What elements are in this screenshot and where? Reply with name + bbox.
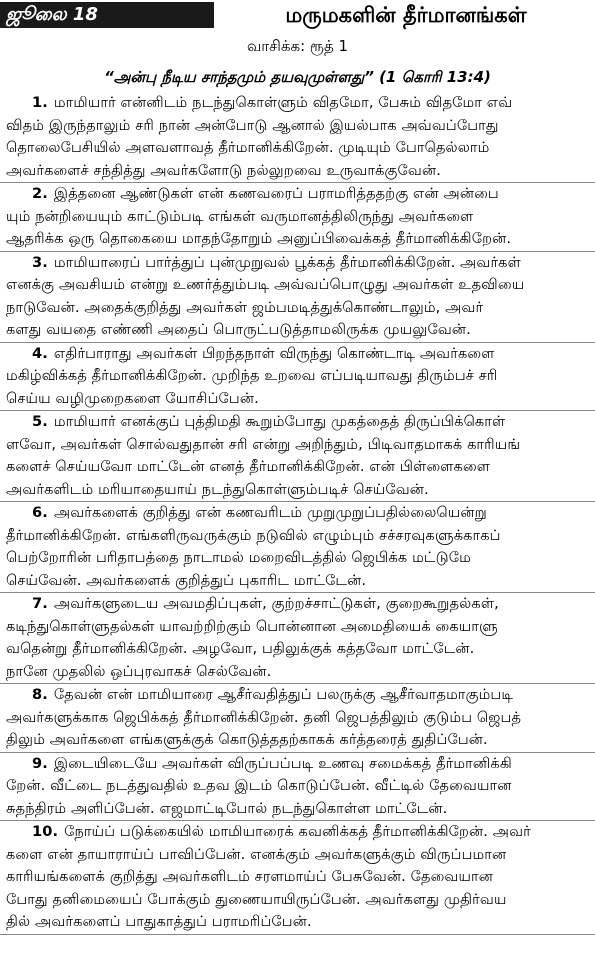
paragraph-line (6, 593, 589, 616)
resolutions-list (0, 92, 595, 935)
line-text: களது வயதை எண்ணி அதைப் பொருட்படுத்தாமலிருக்க முயலுவேன். (6, 321, 471, 338)
line-text: திலும் அவர்களை எங்களுக்குக் கொடுத்ததற்காகக் கர்த்தரைத் துதிப்பேன். (6, 731, 488, 748)
resolution-paragraph (0, 92, 595, 183)
paragraph-line (6, 844, 589, 867)
line-text: விதம் இருந்தாலும் சரி நான் அன்போடு ஆனால் இயல்பாக அவ்வப்போது (6, 116, 499, 134)
resolution-number: 2. (32, 185, 48, 202)
line-text: இத்தனை ஆண்டுகள் என் கணவரைப் பராமரித்ததற்கு என் அன்பை (53, 185, 499, 202)
line-text: சுதந்திரம் அளிப்பேன். எஜமாட்டிபோல் நடந்துகொள்ள மாட்டேன். (6, 799, 448, 817)
line-text: எதிர்பாராது அவர்கள் பிறந்தநாள் விருந்து கொண்டாடி அவர்களை (53, 344, 495, 362)
paragraph-line (6, 115, 589, 138)
line-text: களைச் செய்யவோ மாட்டேன் எனத் தீர்மானிக்கிறேன். என் பிள்ளைகளை (6, 458, 491, 475)
paragraph-line (6, 319, 589, 342)
paragraph-line (6, 866, 589, 889)
resolution-number: 10. (32, 823, 59, 840)
paragraph-line (6, 547, 589, 570)
line-text: அவர்களுக்காக ஜெபிக்கத் தீர்மானிக்கிறேன். தனி ஜெபத்திலும் குடும்ப ஜெபத் (6, 708, 522, 726)
key-verse: “அன்பு நீடிய சாந்தமும் தயவுமுள்ளது” (1 கொரி 13:4) (104, 68, 491, 86)
paragraph-line (6, 798, 589, 821)
line-text: அவர்களிடம் மரியாதையாய் நடந்துகொள்ளும்படிச் செய்வேன். (6, 480, 429, 498)
resolution-paragraph (0, 183, 595, 252)
line-text: வதென்று தீர்மானிக்கிறேன். அழவோ, பதிலுக்குக் கத்தவோ மாட்டேன். (6, 640, 475, 657)
reading-reference: வாசிக்க: ரூத் 1 (246, 37, 349, 55)
paragraph-line (6, 434, 589, 457)
resolution-paragraph (0, 343, 595, 412)
line-text: மகிழ்விக்கத் தீர்மானிக்கிறேன். முறிந்த உறவை எப்படியாவது திரும்பச் சரி (6, 367, 498, 384)
paragraph-line (6, 707, 589, 730)
line-text: ஆதரிக்க ஒரு தொகையை மாதந்தோறும் அனுப்பிவைக்கத் தீர்மானிக்கிறேன். (6, 230, 512, 247)
resolution-paragraph (0, 411, 595, 502)
resolution-paragraph (0, 593, 595, 684)
paragraph-line (6, 228, 589, 251)
paragraph-line (6, 661, 589, 684)
resolution-number: 5. (32, 413, 48, 430)
resolution-number: 9. (32, 754, 48, 772)
line-text: பெற்றோரின் பரிதாபத்தை நாடாமல் மறைவிடத்தில் ஜெபிக்க மட்டுமே (6, 549, 471, 566)
line-text: கடிந்துகொள்ளுதல்கள் யாவற்றிற்கும் பொன்னான அமைதியைக் கையாளு (6, 617, 498, 635)
line-text: அவர்களைக் குறித்து என் கணவரிடம் முறுமுறுப்பதில்லையென்று (53, 504, 487, 521)
line-text: தில் அவர்களைப் பாதுகாத்துப் பராமரிப்பேன். (6, 913, 312, 930)
resolution-number: 7. (32, 595, 48, 612)
paragraph-line (6, 616, 589, 639)
paragraph-line (6, 753, 589, 776)
line-text: தேவன் என் மாமியாரை ஆசீர்வதித்துப் பலருக்கு ஆசீர்வாதமாகும்படி (53, 686, 514, 703)
paragraph-line (6, 911, 589, 934)
paragraph-line (6, 274, 589, 297)
resolution-number: 4. (32, 344, 48, 362)
line-text: செய்வேன். அவர்களைக் குறித்துப் புகாரிட மாட்டேன். (6, 571, 367, 589)
paragraph-line (6, 411, 589, 434)
line-text: அவர்களுடைய அவமதிப்புகள், குற்றச்சாட்டுகள், குறைகூறுதல்கள், (53, 595, 499, 612)
paragraph-line (6, 388, 589, 411)
paragraph-line (6, 821, 589, 844)
line-text: மாமியார் என்னிடம் நடந்துகொள்ளும் விதமோ, பேசும் விதமோ எவ் (53, 94, 513, 111)
resolution-number: 3. (32, 253, 48, 271)
paragraph-line (6, 343, 589, 366)
line-text: இடையிடையே அவர்கள் விருப்பப்படி உணவு சமைக்கத் தீர்மானிக்கி (53, 754, 512, 772)
line-text: போது தனிமையைப் போக்கும் துணையாயிருப்பேன். அவர்களது முதிர்வய (6, 890, 507, 908)
paragraph-line (6, 365, 589, 388)
line-text: ளவோ, அவர்கள் சொல்வதுதான் சரி என்று அறிந்தும், பிடிவாதமாகக் காரியங் (6, 435, 521, 453)
line-text: அவர்களைச் சந்தித்து அவர்களோடு நல்லுறவை உருவாக்குவேன். (6, 161, 441, 179)
paragraph-line (6, 252, 589, 275)
resolution-paragraph (0, 684, 595, 753)
line-text: நோய்ப் படுக்கையில் மாமியாரைக் கவனிக்கத் தீர்மானிக்கிறேன். அவர் (64, 823, 531, 840)
paragraph-line (6, 92, 589, 115)
page-title: மருமகளின் தீர்மானங்கள் (285, 3, 527, 27)
paragraph-line (6, 684, 589, 707)
paragraph-line (6, 638, 589, 661)
resolution-number: 8. (32, 686, 48, 703)
paragraph-line (6, 570, 589, 593)
line-text: செய்ய வழிமுறைகளை யோசிப்பேன். (6, 389, 259, 407)
paragraph-line (6, 775, 589, 798)
line-text: மாமியார் எனக்குப் புத்திமதி கூறும்போது முகத்தைத் திருப்பிக்கொள் (53, 413, 506, 430)
paragraph-line (6, 456, 589, 479)
line-text: யும் நன்றியையும் காட்டும்படி எங்கள் வருமானத்திலிருந்து அவர்களை (6, 207, 474, 225)
page-header (0, 0, 595, 30)
resolution-paragraph (0, 753, 595, 822)
paragraph-line (6, 160, 589, 183)
resolution-paragraph (0, 821, 595, 935)
line-text: தீர்மானிக்கிறேன். எங்களிருவருக்கும் நடுவில் எழும்பும் சச்சரவுகளுக்காகப் (6, 526, 501, 544)
paragraph-line (6, 502, 589, 525)
paragraph-line (6, 206, 589, 229)
paragraph-line (6, 889, 589, 912)
line-text: றேன். வீட்டை நடத்துவதில் உதவ இடம் கொடுப்பேன். வீட்டில் தேவையான (6, 777, 512, 794)
paragraph-line (6, 729, 589, 752)
paragraph-line (6, 297, 589, 320)
paragraph-line (6, 525, 589, 548)
line-text: மாமியாரைப் பார்த்துப் புன்முறுவல் பூக்கத் தீர்மானிக்கிறேன். அவர்கள் (53, 253, 521, 271)
line-text: நாடுவேன். அதைக்குறித்து அவர்கள் ஜம்பமடித்துக்கொண்டாலும், அவர் (6, 298, 484, 316)
resolution-number: 6. (32, 504, 48, 521)
paragraph-line (6, 479, 589, 502)
resolution-paragraph (0, 252, 595, 343)
line-text: நானே முதலில் ஒப்புரவாகச் செல்வேன். (6, 662, 272, 680)
line-text: களை என் தாயாராய்ப் பாவிப்பேன். எனக்கும் அவர்களுக்கும் விருப்பமான (6, 845, 507, 863)
date-label: ஜூலை 18 (0, 2, 214, 28)
resolution-number: 1. (32, 94, 48, 111)
paragraph-line (6, 183, 589, 206)
line-text: காரியங்களைக் குறித்து அவர்களிடம் சரளமாய்ப் பேசுவேன். தேவையான (6, 868, 493, 885)
line-text: தொலைபேசியில் அளவளாவத் தீர்மானிக்கிறேன். முடியும் போதெல்லாம் (6, 139, 490, 156)
paragraph-line (6, 137, 589, 160)
resolution-paragraph (0, 502, 595, 593)
line-text: எனக்கு அவசியம் என்று உணர்த்தும்படி அவ்வப்பொழுது அவர்கள் உதவியை (6, 276, 525, 293)
